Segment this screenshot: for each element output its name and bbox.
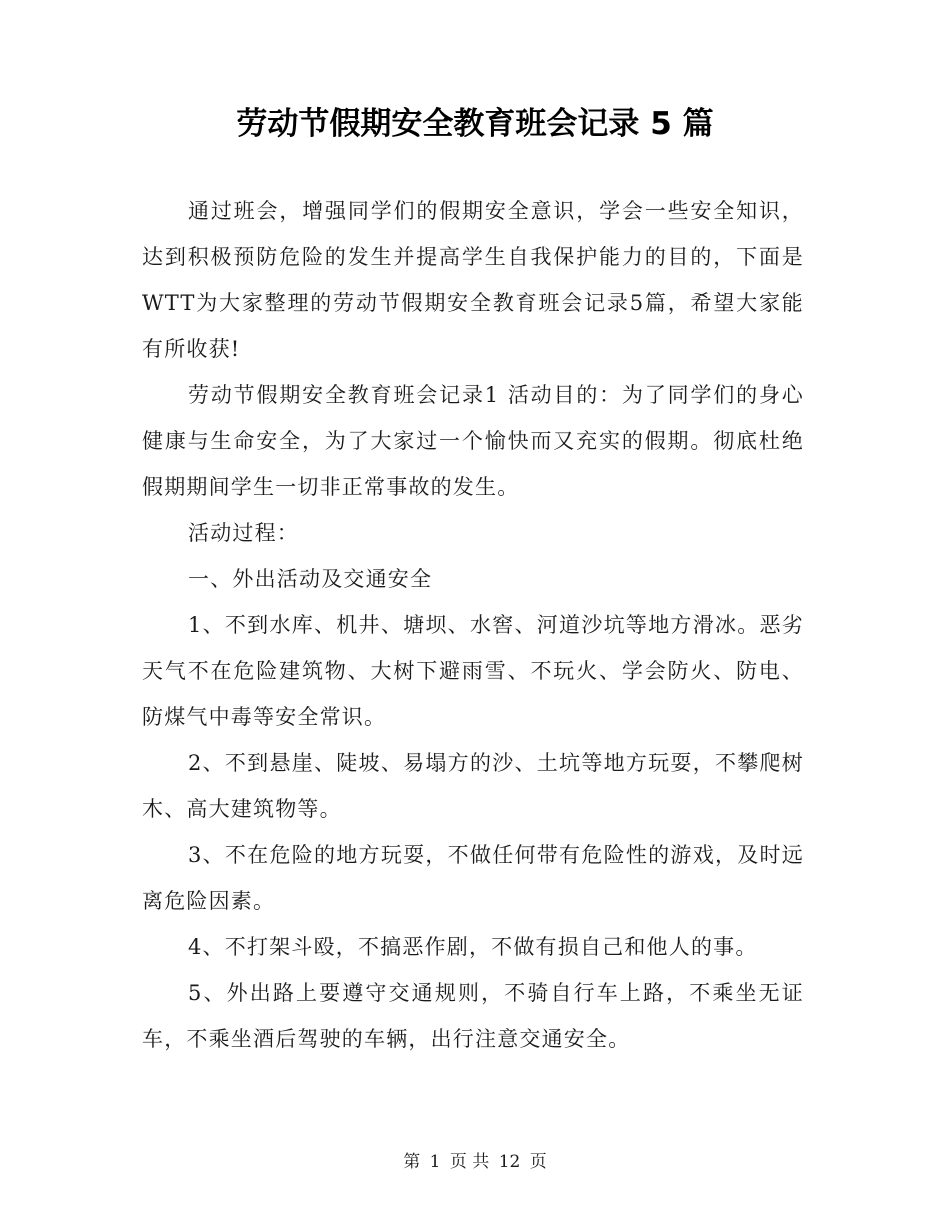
paragraph-item-4: 4、不打架斗殴，不搞恶作剧，不做有损自己和他人的事。 (188, 935, 758, 959)
paragraph-intro: 通过班会，增强同学们的假期安全意识，学会一些安全知识，达到积极预防危险的发生并提高学生自我保护能力的目的，下面是WTT为大家整理的劳动节假期安全教育班会记录5篇，希望大家能有所收获! (142, 199, 804, 361)
page-label-prefix: 第 (403, 1152, 421, 1172)
document-body (142, 188, 804, 1062)
paragraph-item-5: 5、外出路上要遵守交通规则，不骑自行车上路，不乘坐无证车，不乘坐酒后驾驶的车辆，出行注意交通安全。 (142, 981, 804, 1051)
paragraph-process-heading: 活动过程： (188, 521, 299, 545)
current-page-number: 1 (429, 1152, 441, 1172)
paragraph-item-2: 2、不到悬崖、陡坡、易塌方的沙、土坑等地方玩耍，不攀爬树木、高大建筑物等。 (142, 751, 804, 821)
paragraph-item-3: 3、不在危险的地方玩耍，不做任何带有危险性的游戏，及时远离危险因素。 (142, 843, 804, 913)
document-title: 劳动节假期安全教育班会记录 5 篇 (236, 106, 714, 142)
page-label-suffix: 页 (529, 1152, 547, 1172)
page-label-mid: 页 共 (449, 1152, 490, 1172)
paragraph-section-heading: 一、外出活动及交通安全 (188, 567, 433, 591)
paragraph-record-1-purpose: 劳动节假期安全教育班会记录1 活动目的：为了同学们的身心健康与生命安全，为了大家过一个愉快而又充实的假期。彻底杜绝假期期间学生一切非正常事故的发生。 (142, 383, 804, 499)
page-footer (0, 1147, 950, 1177)
total-page-count: 12 (498, 1152, 521, 1172)
paragraph-item-1: 1、不到水库、机井、塘坝、水窖、河道沙坑等地方滑冰。恶劣天气不在危险建筑物、大树下避雨雪、不玩火、学会防火、防电、防煤气中毒等安全常识。 (142, 613, 804, 729)
